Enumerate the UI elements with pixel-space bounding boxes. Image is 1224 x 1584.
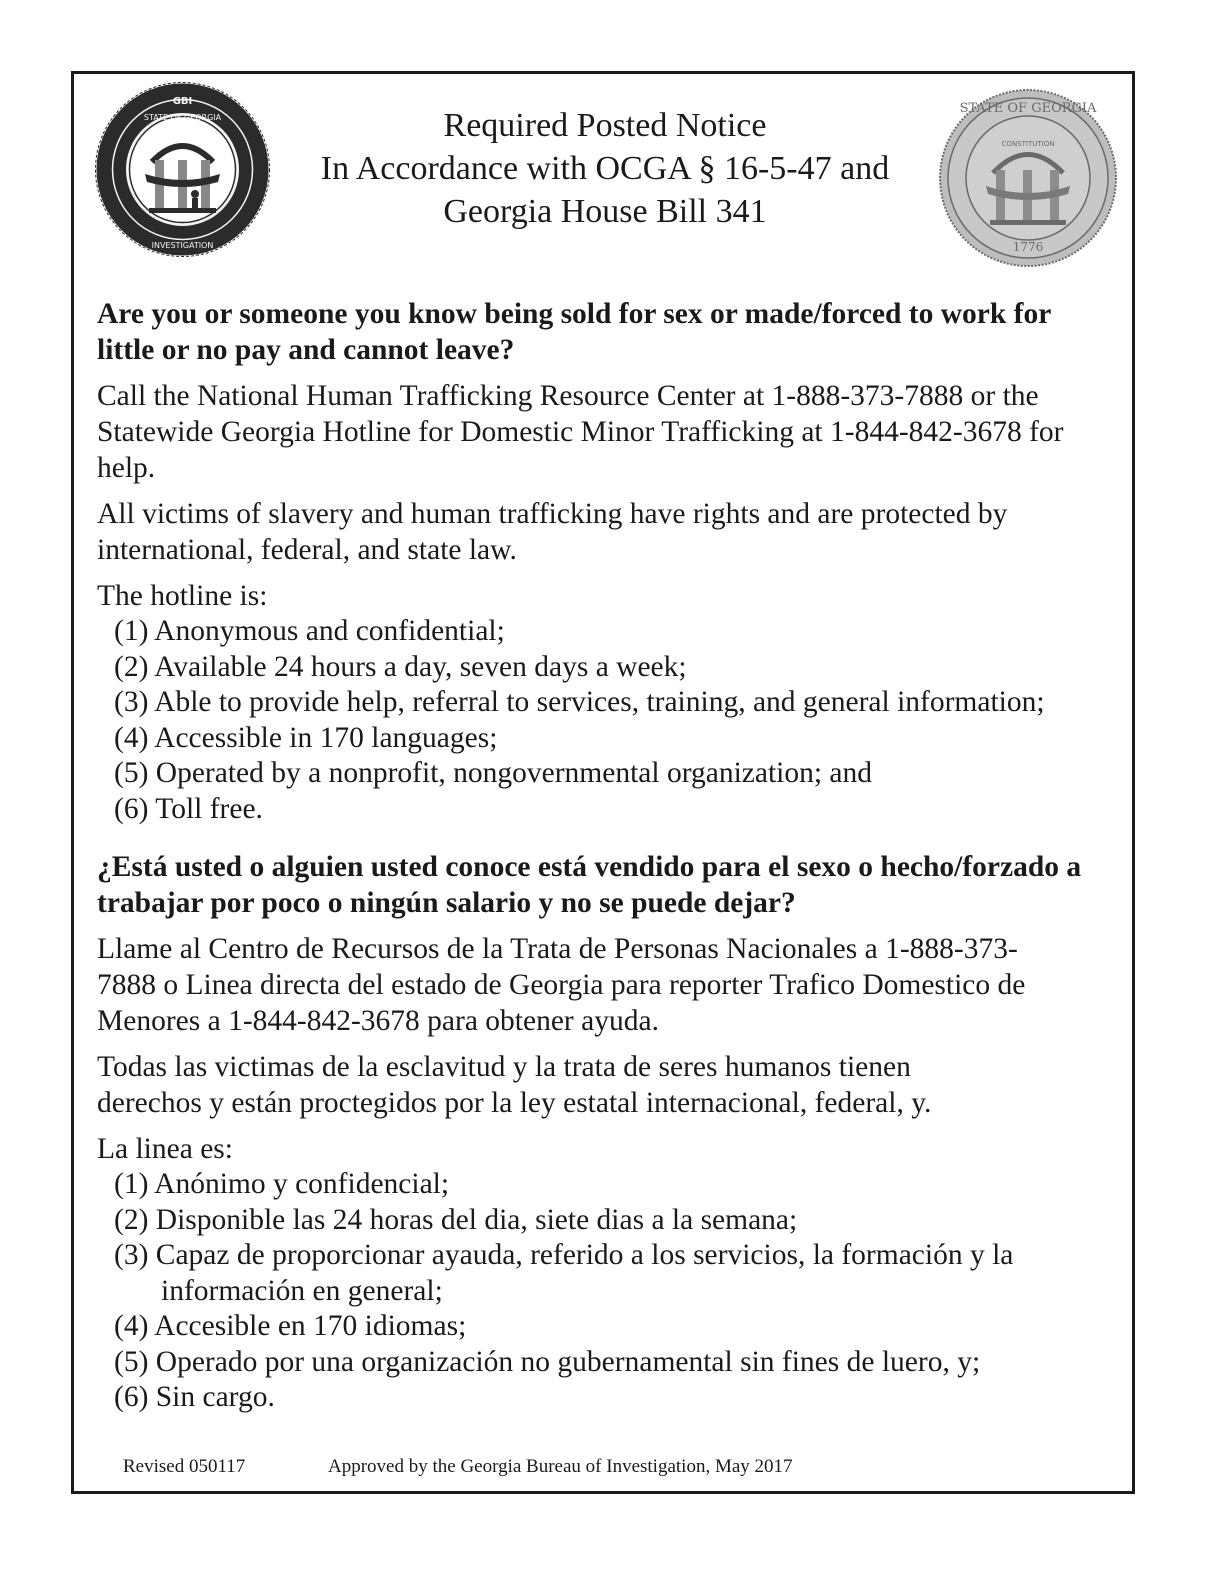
list-item: (1) Anónimo y confidencial; [114, 1168, 450, 1200]
list-item: (1) Anonymous and confidential; [114, 615, 505, 647]
svg-text:STATE OF GEORGIA: STATE OF GEORGIA [143, 113, 222, 122]
spanish-question: ¿Está usted o alguien usted conoce está vendido para el sexo o hecho/forzado a trabajar por poco o ningún salario y no se puede dejar? [97, 851, 1082, 919]
svg-text:GBI: GBI [172, 96, 193, 107]
approval-note: Approved by the Georgia Bureau of Investigation, May 2017 [328, 1456, 793, 1477]
notice-body [97, 296, 1137, 1416]
svg-text:STATE OF GEORGIA: STATE OF GEORGIA [959, 101, 1097, 116]
list-item: (5) Operated by a nonprofit, nongovernmental organization; and [114, 757, 873, 789]
list-item: (3) Able to provide help, referral to services, training, and general information; [114, 686, 1045, 718]
svg-text:CONSTITUTION: CONSTITUTION [1001, 140, 1055, 148]
notice-header [280, 104, 930, 233]
list-item: (6) Toll free. [114, 792, 263, 825]
list-item: (2) Available 24 hours a day, seven days a week; [114, 650, 687, 683]
header-bill: Georgia House Bill 341 [443, 193, 767, 230]
spanish-list-intro: La linea es: [97, 1133, 233, 1165]
spanish-rights-text: Todas las victimas de la esclavitud y la trata de seres humanos tienen derechos y están proctegidos por la ley estatal internacional, federal, y. [97, 1051, 932, 1119]
list-item: (4) Accessible in 170 languages; [114, 721, 498, 754]
english-hotline-list [97, 614, 1137, 827]
spanish-hotline-list [97, 1167, 1137, 1416]
english-call-text: Call the National Human Trafficking Resource Center at 1-888-373-7888 or the Statewide Georgia Hotline for Domestic Minor Trafficking at 1-844-842-3678 for help. [97, 380, 1064, 484]
gbi-seal-icon [95, 82, 270, 257]
list-item: (6) Sin cargo. [114, 1381, 275, 1413]
revision-note: Revised 050117 [123, 1456, 246, 1477]
list-item: (2) Disponible las 24 horas del dia, siete dias a la semana; [114, 1203, 798, 1236]
header-statute: In Accordance with OCGA § 16-5-47 and [320, 150, 890, 187]
header-title: Required Posted Notice [443, 107, 767, 144]
list-item: (3) Capaz de proporcionar ayauda, referido a los servicios, la formación y la información en general; [114, 1239, 1014, 1307]
spanish-call-text: Llame al Centro de Recursos de la Trata de Personas Nacionales a 1-888-373-7888 o Linea directa del estado de Georgia para reporter Trafico Domestico de Menores a 1-844-842-3678 para obtener ayuda. [97, 933, 1026, 1037]
list-item: (5) Operado por una organización no gubernamental sin fines de luero, y; [114, 1345, 981, 1378]
english-question: Are you or someone you know being sold for sex or made/forced to work for little or no pay and cannot leave? [97, 298, 1051, 366]
english-list-intro: The hotline is: [97, 580, 268, 612]
list-item: (4) Accesible en 170 idiomas; [114, 1310, 467, 1342]
svg-text:1776: 1776 [1012, 240, 1044, 254]
english-rights-text: All victims of slavery and human trafficking have rights and are protected by international, federal, and state law. [97, 498, 1008, 566]
georgia-state-seal-icon [938, 88, 1118, 268]
svg-text:INVESTIGATION: INVESTIGATION [151, 241, 214, 250]
